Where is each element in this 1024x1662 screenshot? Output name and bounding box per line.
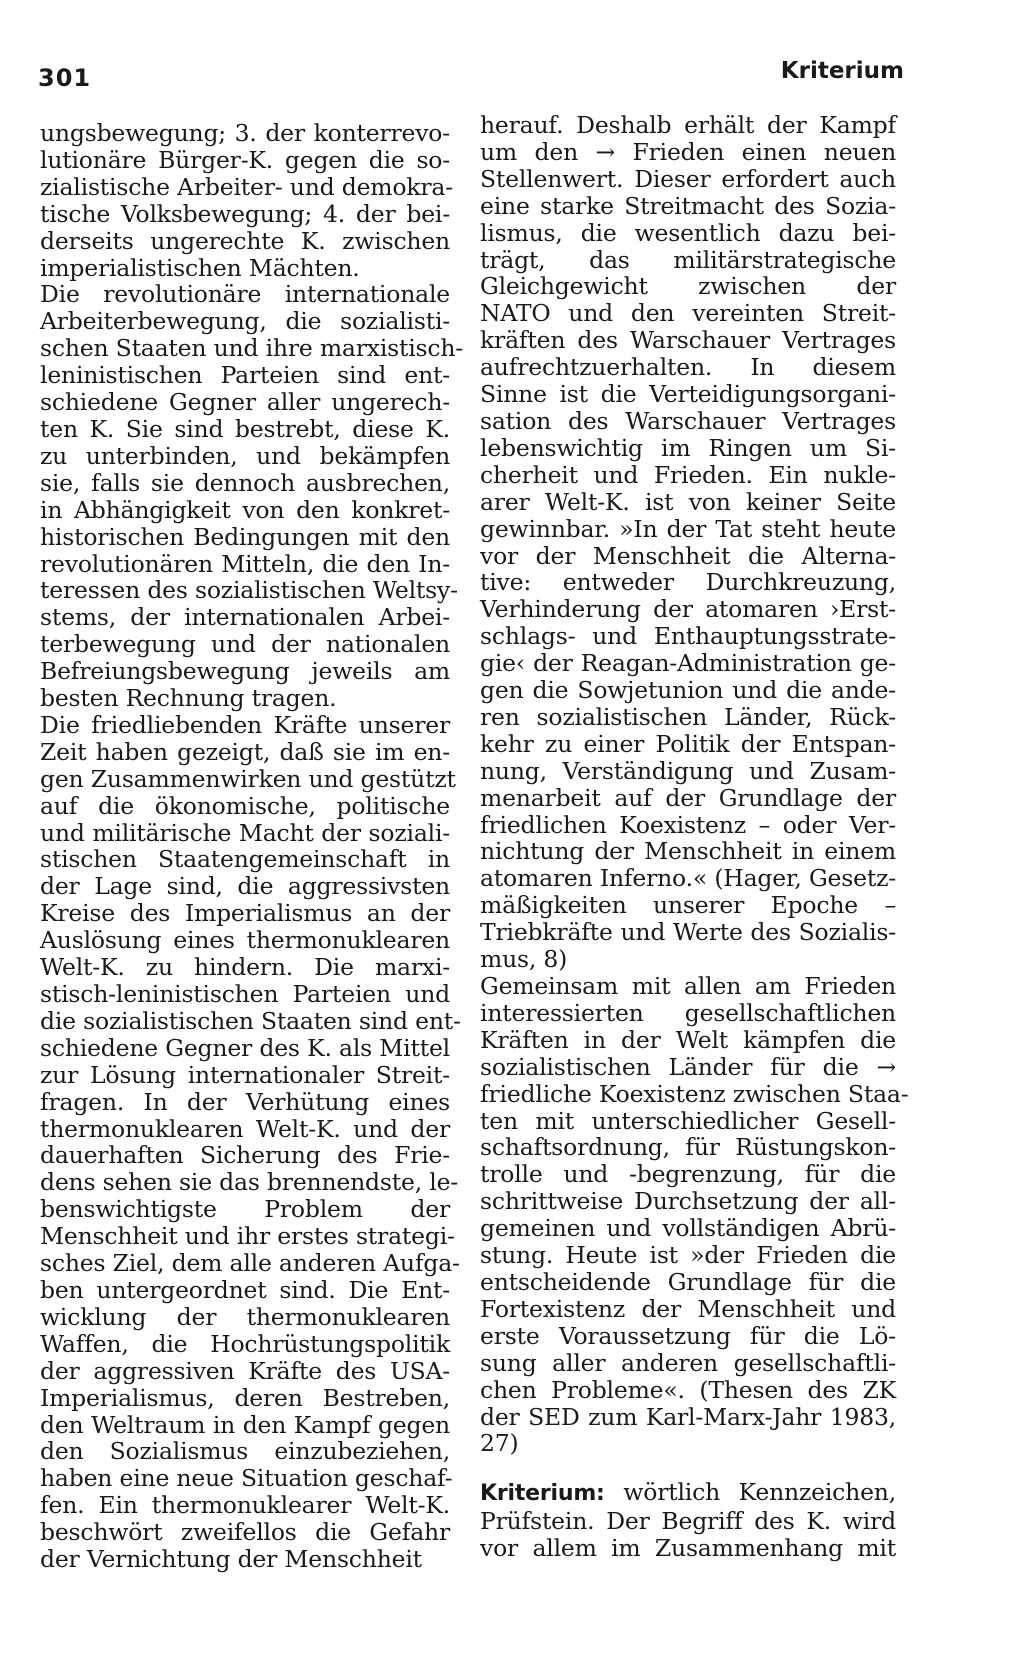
text-line: revolutionären Mitteln, die den In- [40, 549, 450, 578]
text-line: Gemeinsam mit allen am Frieden [480, 972, 896, 1000]
text-line: Gleichgewicht zwischen der [480, 272, 896, 301]
text-line: Die revolutionäre internationale [40, 280, 450, 309]
text-line: zu unterbinden, und bekämpfen [40, 441, 450, 470]
page-number: 301 [38, 64, 92, 92]
text-line: trägt, das militärstrategische [480, 245, 896, 274]
text-line: derseits ungerechte K. zwischen [40, 226, 450, 255]
text-line: Die friedliebenden Kräfte unserer [40, 710, 450, 739]
text-line: schrittweise Durchsetzung der all- [480, 1187, 896, 1216]
text-line: fen. Ein thermonuklearer Welt-K. [40, 1491, 450, 1520]
text-line: Prüfstein. Der Begriff des K. wird [480, 1507, 896, 1536]
text-line: Stellenwert. Dieser erfordert auch [480, 164, 896, 193]
text-line: sung aller anderen gesellschaftli- [480, 1348, 896, 1377]
text-line: Menschheit und ihr erstes strategi- [40, 1222, 455, 1251]
text-line: lebenswichtig im Ringen um Si- [480, 433, 896, 462]
text-line: und militärische Macht der soziali- [40, 818, 450, 847]
text-line: terbewegung und der nationalen [40, 630, 450, 659]
text-line: Triebkräfte und Werte des Sozialis- [480, 918, 896, 947]
text-line: gie‹ der Reagan-Administration ge- [480, 649, 896, 678]
entry-headword: Kriterium: [480, 1481, 605, 1507]
text-line: entscheidende Grundlage für die [480, 1267, 896, 1296]
text-line: Fortexistenz der Menschheit und [480, 1294, 896, 1323]
text-line: gewinnbar. »In der Tat steht heute [480, 514, 896, 543]
text-line: haben eine neue Situation geschaf- [40, 1464, 453, 1493]
text-line: Verhinderung der atomaren ›Erst- [480, 595, 896, 624]
text-line: chen Probleme«. (Thesen des ZK [480, 1375, 896, 1404]
text-line: dauerhaften Sicherung des Frie- [40, 1141, 450, 1170]
text-line: interessierten gesellschaftlichen [480, 998, 896, 1027]
text-line: ten K. Sie sind bestrebt, diese K. [40, 414, 450, 443]
text-line: zur Lösung internationaler Streit- [40, 1060, 450, 1089]
text-line: mäßigkeiten unserer Epoche – [480, 891, 896, 920]
entry-definition: wörtlich Kennzeichen, [604, 1478, 896, 1507]
text-line: um den → Frieden einen neuen [480, 137, 896, 166]
text-line: herauf. Deshalb erhält der Kampf [480, 111, 896, 139]
text-line: arer Welt-K. ist von keiner Seite [480, 487, 896, 516]
running-headword: Kriterium [780, 58, 904, 84]
text-line: tische Volksbewegung; 4. der bei- [40, 199, 450, 228]
text-line: stems, der internationalen Arbei- [40, 603, 450, 632]
text-line: lutionäre Bürger-K. gegen die so- [40, 145, 450, 174]
text-line: gen die Sowjetunion und die ande- [480, 676, 896, 705]
text-line: stischen Staatengemeinschaft in [40, 845, 450, 874]
text-line: Kräften in der Welt kämpfen die [480, 1025, 896, 1054]
text-line: schen Staaten und ihre marxistisch- [40, 334, 464, 363]
text-line: sie, falls sie dennoch ausbrechen, [40, 468, 450, 497]
text-line: der SED zum Karl-Marx-Jahr 1983, [480, 1402, 896, 1431]
text-line: fragen. In der Verhütung eines [40, 1087, 450, 1116]
text-line: ren sozialistischen Länder, Rück- [480, 702, 896, 731]
text-line: friedliche Koexistenz zwischen Staa- [480, 1079, 909, 1108]
text-line: mus, 8) [480, 945, 568, 974]
text-line: nichtung der Menschheit in einem [480, 837, 896, 866]
text-line: imperialistischen Mächten. [40, 253, 360, 282]
text-line: zialistische Arbeiter- und demokra- [40, 172, 453, 201]
text-line: benswichtigste Problem der [40, 1195, 450, 1224]
text-line: eine starke Streitmacht des Sozia- [480, 191, 896, 220]
text-line: vor der Menschheit die Alterna- [480, 541, 896, 570]
text-line: dens sehen sie das brennendste, le- [40, 1168, 459, 1197]
text-line: leninistischen Parteien sind ent- [40, 361, 450, 390]
text-line: schiedene Gegner des K. als Mittel [40, 1033, 450, 1062]
text-line: nung, Verständigung und Zusam- [480, 756, 896, 785]
text-line: sation des Warschauer Vertrages [480, 406, 896, 435]
text-line: stung. Heute ist »der Frieden die [480, 1241, 896, 1270]
text-line: in Abhängigkeit von den konkret- [40, 495, 450, 524]
text-line: schlags- und Enthauptungsstrate- [480, 622, 896, 651]
text-line: schiedene Gegner aller ungerech- [40, 388, 450, 417]
text-line: atomaren Inferno.« (Hager, Gesetz- [480, 864, 896, 893]
text-line: auf die ökonomische, politische [40, 791, 450, 820]
text-line: Welt-K. zu hindern. Die marxi- [40, 953, 450, 982]
text-line: NATO und den vereinten Streit- [480, 299, 896, 328]
text-line: gen Zusammenwirken und gestützt [40, 764, 456, 793]
entry-separator [480, 1457, 896, 1479]
text-line: ten mit unterschiedlicher Gesell- [480, 1106, 896, 1135]
text-line: die sozialistischen Staaten sind ent- [40, 1006, 461, 1035]
text-line: historischen Bedingungen mit den [40, 522, 450, 551]
text-line: trolle und -begrenzung, für die [480, 1160, 896, 1189]
text-line: kräften des Warschauer Vertrages [480, 326, 896, 355]
text-line: lismus, die wesentlich dazu bei- [480, 218, 896, 247]
text-line: den Weltraum in den Kampf gegen [40, 1410, 450, 1439]
text-line: Auslösung eines thermonuklearen [40, 926, 450, 955]
text-line: menarbeit auf der Grundlage der [480, 783, 896, 812]
text-line: Arbeiterbewegung, die sozialisti- [40, 307, 450, 336]
text-line: aufrechtzuerhalten. In diesem [480, 353, 896, 382]
text-line: sozialistischen Länder für die → [480, 1052, 896, 1081]
text-line: 27) [480, 1429, 519, 1458]
text-line: Sinne ist die Verteidigungsorgani- [480, 380, 896, 409]
text-line: cherheit und Frieden. Ein nukle- [480, 460, 896, 489]
text-line: sches Ziel, dem alle anderen Aufga- [40, 1249, 460, 1278]
text-line: erste Voraussetzung für die Lö- [480, 1321, 896, 1350]
text-line: thermonuklearen Welt-K. und der [40, 1114, 450, 1143]
text-line: den Sozialismus einzubeziehen, [40, 1437, 450, 1466]
text-line: teressen des sozialistischen Weltsy- [40, 576, 458, 605]
text-line: beschwört zweifellos die Gefahr [40, 1518, 450, 1547]
entry-first-line [480, 1479, 896, 1508]
left-column [40, 119, 464, 1574]
text-line: der Lage sind, die aggressivsten [40, 872, 450, 901]
right-column [480, 111, 909, 1563]
text-line: besten Rechnung tragen. [40, 684, 337, 713]
text-line: der Vernichtung der Menschheit [40, 1545, 422, 1574]
text-line: Zeit haben gezeigt, daß sie im en- [40, 737, 450, 766]
text-line: schaftsordnung, für Rüstungskon- [480, 1133, 896, 1162]
text-line: wicklung der thermonuklearen [40, 1302, 450, 1331]
text-line: Waffen, die Hochrüstungspolitik [40, 1329, 450, 1358]
text-line: ben untergeordnet sind. Die Ent- [40, 1275, 450, 1304]
text-line: Kreise des Imperialismus an der [40, 899, 450, 928]
text-line: Befreiungsbewegung jeweils am [40, 657, 450, 686]
text-line: tive: entweder Durchkreuzung, [480, 568, 896, 597]
text-line: stisch-leninistischen Parteien und [40, 980, 450, 1008]
text-line: gemeinen und vollständigen Abrü- [480, 1214, 896, 1243]
text-line: kehr zu einer Politik der Entspan- [480, 729, 896, 758]
text-line: ungsbewegung; 3. der konterrevo- [40, 119, 450, 147]
text-line: Imperialismus, deren Bestreben, [40, 1383, 450, 1412]
text-line: der aggressiven Kräfte des USA- [40, 1356, 450, 1385]
text-line: vor allem im Zusammenhang mit [480, 1534, 896, 1563]
text-line: friedlichen Koexistenz – oder Ver- [480, 810, 896, 839]
